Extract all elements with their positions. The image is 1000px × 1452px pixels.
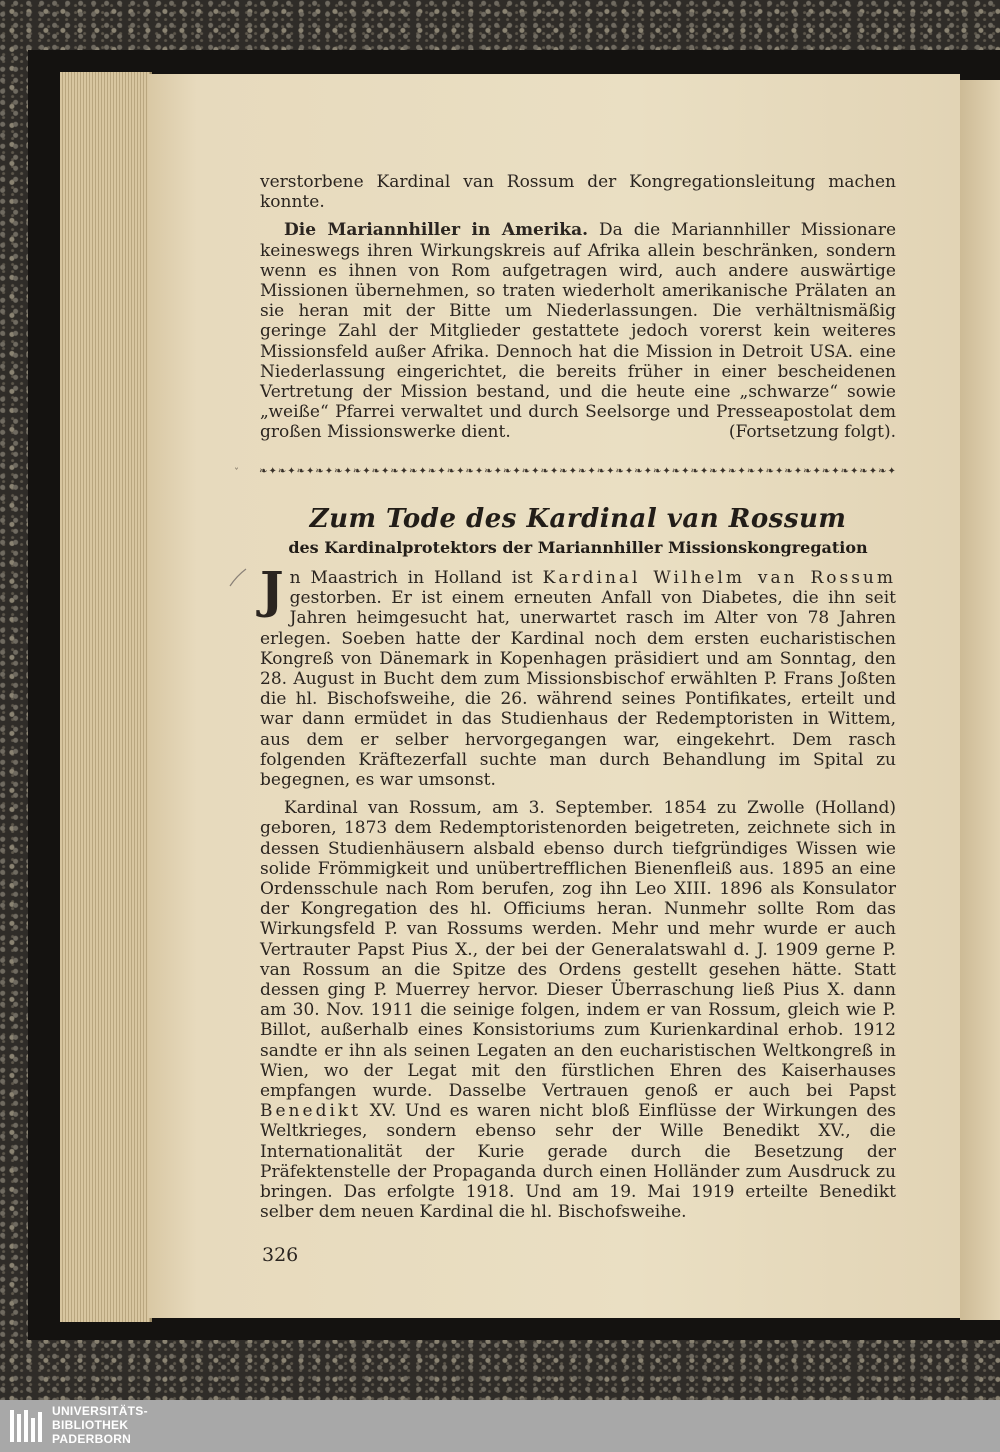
facing-page-edge	[960, 80, 1000, 1320]
paragraph-1	[260, 560, 897, 791]
paragraph-2	[260, 798, 896, 1222]
page-number: 326	[262, 1244, 299, 1266]
p2-text-b: XV. Und es waren nicht bloß Einflüsse der Wirkungen des Weltkrieges, sondern ebenso sehr der Wille Benedikt XV., die Internationalität der Kurie gerade durch die Besetzung der Präfektenstelle der Propaganda durch einen Holländer zum Ausdruck zu bringen. Das erfolgte 1918. Und am 19. Mai 1919 erteilte Benedikt selber dem neuen Kardinal die hl. Bischofsweihe.	[260, 1101, 896, 1223]
mariannhiller-paragraph	[260, 220, 896, 442]
p1-spaced-name: Kardinal Wilhelm van Rossum	[542, 568, 897, 588]
continuation-text: verstorbene Kardinal van Rossum der Kongregationsleitung machen konnte.	[260, 172, 896, 213]
page-edges	[60, 72, 152, 1322]
p1-text-b: gestorben. Er ist einem erneuten Anfall von Diabetes, die ihn seit Jahren heimgesucht hat, unerwartet rasch im Alter von 78 Jahren erlegen. Soeben hatte der Kardinal noch dem ersten eucharistischen Kongreß von Dänemark in Kopenhagen präsidiert und am Sonntag, den 28. August in Bucht dem zum Missionsbischof erwählten P. Frans Joßten die hl. Bischofsweihe, die 26. während seines Pontifikates, erteilt und war dann ermüdet in das Studienhaus der Redemptoristen in Wittem, aus dem er selber hervorgegangen war, eingekehrt. Dem rasch folgenden Kräftezerfall suchte man durch Behandlung im Spital zu begegnen, es war umsonst.	[260, 588, 896, 791]
library-name	[52, 1404, 148, 1446]
article-subtitle: des Kardinalprotektors der Mariannhiller Missionskongregation	[288, 538, 868, 557]
library-line-3: PADERBORN	[52, 1432, 132, 1446]
margin-mark: ˇ	[234, 468, 239, 479]
fortsetzung-note: (Fortsetzung folgt).	[728, 422, 896, 443]
p1-text-a: n Maastrich in Holland ist	[289, 568, 543, 588]
paragraph-text: Da die Mariannhiller Missionare keineswegs ihren Wirkungskreis auf Afrika allein beschränken, sondern wenn es ihnen von Rom aufgetragen wird, auch andere auswärtige Missionen übernehmen, so traten wiederholt amerikanische Prälaten an sie heran mit der Bitte um Niederlassungen. Die verhältnismäßig geringe Zahl der Mitglieder gestattete jedoch vorerst kein weiteres Missionsfeld außer Afrika. Dennoch hat die Mission in Detroit USA. eine Niederlassung eingerichtet, die bereits früher in einer bescheidenen Vertretung der Mission bestand, und die heute eine „schwarze“ sowie „weiße“ Pfarrei verwaltet und durch Seelsorge und Presseapostolat dem großen Missionswerke dient.	[260, 220, 897, 443]
pencil-mark-icon	[226, 566, 250, 590]
article-title: Zum Tode des Kardinal van Rossum	[309, 504, 847, 534]
library-line-1: UNIVERSITÄTS-	[52, 1404, 148, 1418]
library-line-2: BIBLIOTHEK	[52, 1418, 129, 1432]
university-library-logo-icon	[6, 1404, 50, 1448]
library-footer	[0, 1400, 1000, 1452]
ornamental-divider: ❧✦❧✦❧✦❧✦❧✦❧✦❧✦❧✦❧✦❧✦❧✦❧✦❧✦❧✦❧✦❧✦❧✦❧✦❧✦❧✦❧✦❧✦❧✦❧✦❧✦❧✦❧✦❧✦❧✦❧✦❧✦❧✦❧✦❧✦	[259, 466, 897, 477]
top-section	[260, 172, 896, 443]
article-body	[260, 560, 897, 1223]
runin-heading: Die Mariannhiller in Amerika.	[284, 220, 589, 241]
drop-cap: J	[260, 560, 284, 619]
p2-text-a: Kardinal van Rossum, am 3. September. 1854 zu Zwolle (Holland) geboren, 1873 dem Redemptoristenorden beigetreten, zeichnete sich in dessen Studienhäusern alsbald ebenso durch tiefgründiges Wissen wie solide Frömmigkeit und unübertrefflichen Bienenfleiß aus. 1895 an eine Ordensschule nach Rom berufen, zog ihn Leo XIII. 1896 als Konsulator der Kongregation des hl. Officiums heran. Nunmehr sollte Rom das Wirkungsfeld P. van Rossums werden. Mehr und mehr wurde er auch Vertrauter Papst Pius X., der bei der Generalatswahl d. J. 1909 gerne P. van Rossum an die Spitze des Ordens gestellt gesehen hätte. Statt dessen ging P. Muerrey hervor. Dieser Überraschung ließ Pius X. dann am 30. Nov. 1911 die seinige folgen, indem er van Rossum, gleich wie P. Billot, außerhalb eines Konsistoriums zum Kurienkardinal erhob. 1912 sandte er ihn als seinen Legaten an den eucharistischen Weltkongreß in Wien, wo der Legat mit den fürstlichen Ehren des Kaiserhauses empfangen wurde. Dasselbe Vertrauen genoß er auch bei Papst	[260, 798, 896, 1102]
p2-spaced-name: Benedikt	[260, 1101, 362, 1122]
